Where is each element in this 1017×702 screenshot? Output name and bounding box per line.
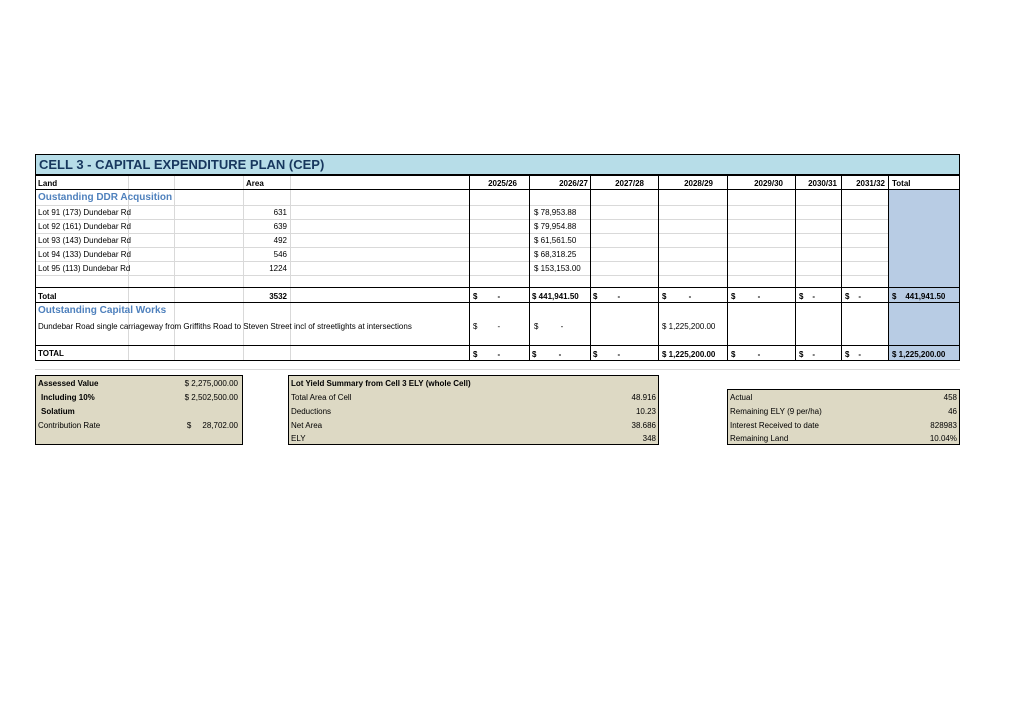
- actual-value: 458: [943, 393, 957, 402]
- ddr-amount: $ 78,953.88: [534, 208, 577, 217]
- yield-heading: Lot Yield Summary from Cell 3 ELY (whole Cell): [291, 379, 471, 388]
- actual-value: 10.04%: [929, 434, 957, 443]
- ddr-land: Lot 95 (113) Dundebar Rd: [38, 264, 131, 273]
- header-year-2031: 2031/32: [856, 179, 885, 188]
- ddr-area: 492: [273, 236, 287, 245]
- ddr-heading: Oustanding DDR Acqusition: [38, 192, 173, 203]
- ddr-total-2028: $ -: [662, 292, 692, 301]
- capital-total-2031: $ -: [845, 350, 862, 359]
- ddr-area: 631: [273, 208, 287, 217]
- ddr-land: Lot 94 (133) Dundebar Rd: [38, 250, 131, 259]
- yield-label: Net Area: [291, 421, 323, 430]
- capital-total-2026: $ -: [532, 350, 562, 359]
- ddr-total-2027: $ -: [593, 292, 621, 301]
- ddr-land: Lot 91 (173) Dundebar Rd: [38, 208, 131, 217]
- assessed-value: $ 2,275,000.00: [184, 379, 238, 388]
- yield-value: 10.23: [635, 407, 656, 416]
- actual-label: Interest Received to date: [730, 421, 819, 430]
- ddr-total-2029: $ -: [731, 292, 761, 301]
- yield-label: Total Area of Cell: [291, 393, 352, 402]
- actual-value: 828983: [930, 421, 957, 430]
- page-title: CELL 3 - CAPITAL EXPENDITURE PLAN (CEP): [35, 154, 960, 175]
- assessed-value: $ 2,502,500.00: [184, 393, 238, 402]
- header-total: Total: [892, 179, 911, 188]
- capital-2028: $ 1,225,200.00: [662, 322, 716, 331]
- ddr-amount: $ 79,954.88: [534, 222, 577, 231]
- header-year-2025: 2025/26: [488, 179, 517, 188]
- header-area: Area: [246, 179, 264, 188]
- capital-total-label: TOTAL: [38, 349, 64, 358]
- capital-total-2028: $ 1,225,200.00: [662, 350, 716, 359]
- yield-label: Deductions: [291, 407, 332, 416]
- ddr-area: 639: [273, 222, 287, 231]
- header-land: Land: [38, 179, 58, 188]
- ddr-amount: $ 61,561.50: [534, 236, 577, 245]
- ddr-grand-total: $ 441,941.50: [892, 292, 946, 301]
- ddr-total-2030: $ -: [799, 292, 816, 301]
- capital-desc: Dundebar Road single carriageway from Griffiths Road to Steven Street incl of streetlights at intersections: [38, 322, 412, 331]
- actual-label: Remaining ELY (9 per/ha): [730, 407, 822, 416]
- header-year-2028: 2028/29: [684, 179, 713, 188]
- ddr-area: 1224: [269, 264, 287, 273]
- total-column: [889, 190, 959, 360]
- capital-2026: $ -: [534, 322, 564, 331]
- capital-total-2025: $ -: [473, 350, 501, 359]
- ddr-total-2031: $ -: [845, 292, 862, 301]
- yield-value: 348: [642, 434, 656, 443]
- actual-label: Remaining Land: [730, 434, 789, 443]
- ddr-amount: $ 153,153.00: [534, 264, 581, 273]
- actual-value: 46: [948, 407, 957, 416]
- header-year-2027: 2027/28: [615, 179, 644, 188]
- ddr-amount: $ 68,318.25: [534, 250, 577, 259]
- assessed-value: $ 28,702.00: [186, 421, 238, 430]
- ddr-total-label: Total: [38, 292, 57, 301]
- capital-total-2029: $ -: [731, 350, 761, 359]
- cep-table: [35, 175, 960, 361]
- assessed-label: Including 10%: [41, 393, 95, 402]
- yield-value: 38.686: [631, 421, 656, 430]
- ddr-total-2026: $ 441,941.50: [532, 292, 579, 301]
- ddr-area: 546: [273, 250, 287, 259]
- capital-grand-total: $ 1,225,200.00: [892, 350, 946, 359]
- header-year-2026: 2026/27: [559, 179, 588, 188]
- ddr-land: Lot 93 (143) Dundebar Rd: [38, 236, 131, 245]
- ddr-total-area: 3532: [269, 292, 287, 301]
- capital-total-2030: $ -: [799, 350, 816, 359]
- header-year-2029: 2029/30: [754, 179, 783, 188]
- yield-label: ELY: [291, 434, 306, 443]
- capital-2025: $ -: [473, 322, 501, 331]
- assessed-label: Assessed Value: [38, 379, 99, 388]
- ddr-total-2025: $ -: [473, 292, 501, 301]
- assessed-label: Solatium: [41, 407, 75, 416]
- assessed-label: Contribution Rate: [38, 421, 101, 430]
- capital-heading: Outstanding Capital Works: [38, 305, 167, 316]
- header-year-2030: 2030/31: [808, 179, 837, 188]
- capital-total-2027: $ -: [593, 350, 621, 359]
- ddr-land: Lot 92 (161) Dundebar Rd: [38, 222, 131, 231]
- actual-label: Actual: [730, 393, 753, 402]
- yield-value: 48.916: [631, 393, 656, 402]
